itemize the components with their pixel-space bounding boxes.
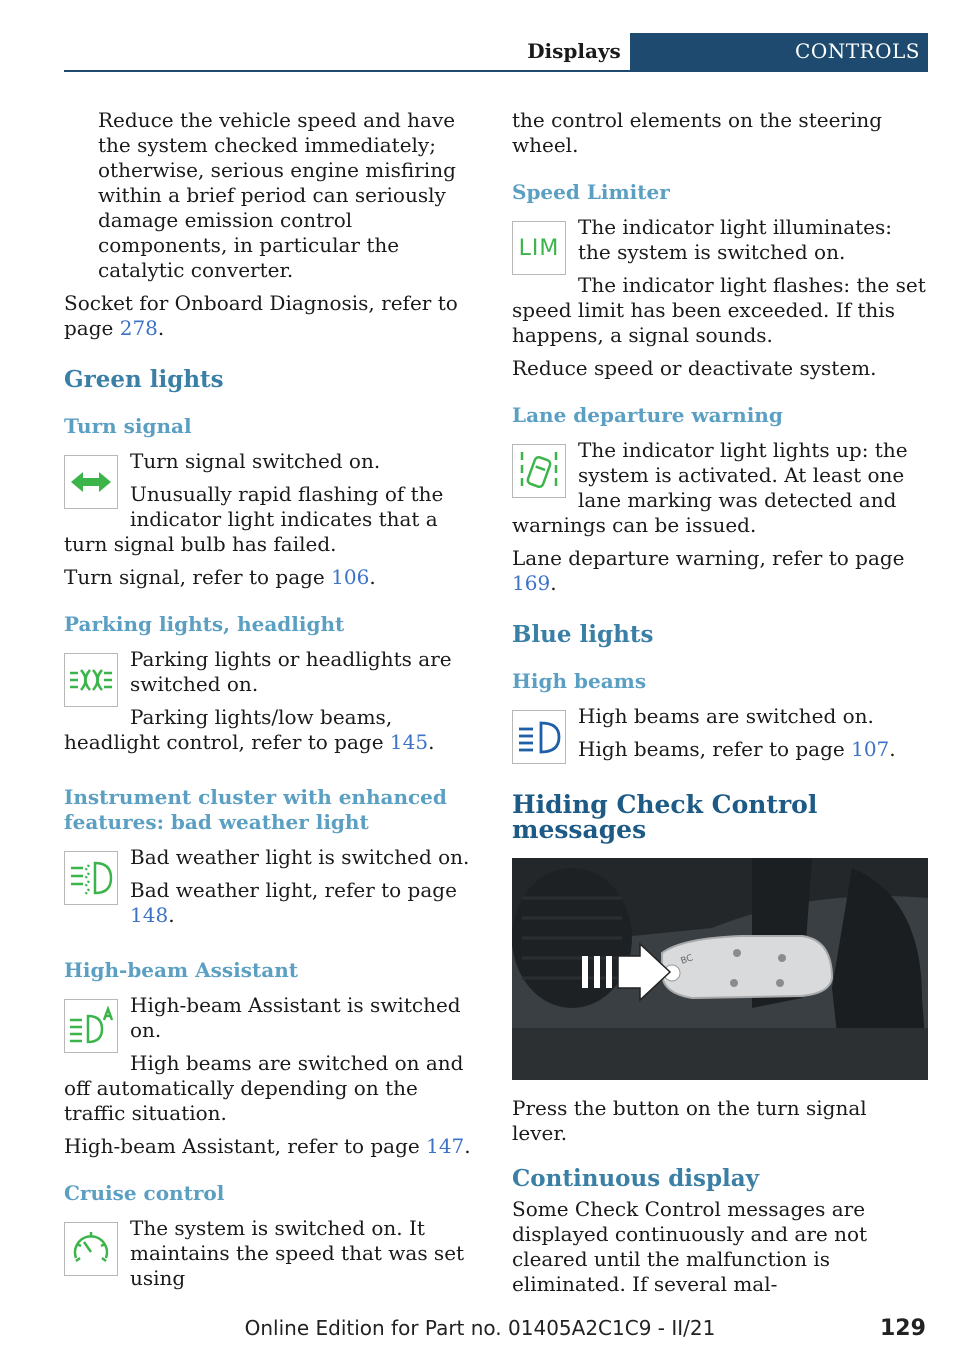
parking-lights-line1: Parking lights or headlights are switched on. — [130, 647, 452, 696]
high-beams-block — [512, 704, 928, 770]
turn-signal-block — [64, 449, 480, 565]
cruise-control-line1: The system is switched on. It maintains the speed that was set using — [130, 1216, 465, 1290]
press-button-paragraph: Press the button on the turn signal lever. — [512, 1096, 867, 1145]
lane-departure-car-icon — [512, 444, 566, 498]
turn-signal-lever-photo — [512, 858, 928, 1080]
cruise-control-block — [64, 1216, 480, 1299]
bad-weather-ref-text: Bad weather light, refer to page — [130, 878, 457, 902]
high-beam-assistant-icon — [64, 999, 118, 1053]
high-beam-assistant-line2: High beams are switched on and off automatically depending on the traffic situation. — [64, 1051, 464, 1125]
obd-page-link[interactable]: 278 — [119, 316, 158, 340]
speed-limiter-heading: Speed Limiter — [512, 180, 670, 204]
continued-paragraph: the control elements on the steering wheel. — [512, 108, 883, 157]
green-lights-heading: Green lights — [64, 366, 224, 393]
left-column — [64, 108, 480, 1299]
high-beams-heading: High beams — [512, 669, 647, 693]
obd-paragraph: Socket for Onboard Diagnosis, refer to page 278. — [64, 291, 458, 340]
parking-lights-page-link[interactable]: 145 — [389, 730, 429, 754]
svg-text:BC: BC — [679, 953, 695, 967]
speed-limiter-line2: The indicator light flashes: the set speed limit has been exceeded. If this happens, a signal sounds. — [512, 273, 926, 347]
parking-lights-block — [64, 647, 480, 763]
parking-lights-ref-text: Parking lights/low beams, headlight control, refer to page — [64, 705, 393, 754]
continuous-display-paragraph: Some Check Control messages are displayed continuously and are not cleared until the malfunction is eliminated. If several mal- — [512, 1197, 868, 1296]
turn-signal-page-link[interactable]: 106 — [331, 565, 370, 589]
blue-lights-heading: Blue lights — [512, 621, 654, 648]
page-number: 129 — [880, 1316, 926, 1341]
speed-limiter-block — [512, 215, 928, 356]
header-section-title: Displays — [527, 39, 621, 63]
lane-departure-block — [512, 438, 928, 546]
bad-weather-page-link[interactable]: 148 — [130, 903, 169, 927]
turn-signal-heading: Turn signal — [64, 414, 192, 438]
cruise-control-heading: Cruise control — [64, 1181, 225, 1205]
high-beam-assistant-ref-text: High-beam Assistant, refer to page — [64, 1134, 420, 1158]
speed-limiter-lim-icon — [512, 221, 566, 275]
header-rule — [64, 70, 928, 72]
lane-departure-page-link[interactable]: 169 — [512, 571, 551, 595]
bad-weather-line1: Bad weather light is switched on. — [130, 845, 470, 869]
cruise-control-speedometer-icon — [64, 1222, 118, 1276]
bad-weather-block — [64, 845, 480, 936]
lane-departure-line1: The indicator light lights up: the system is activated. At least one lane marking was detected and warnings can be issued. — [512, 438, 908, 537]
bad-weather-light-icon — [64, 851, 118, 905]
obd-text: Socket for Onboard Diagnosis, refer to page — [64, 291, 458, 340]
high-beams-line1: High beams are switched on. — [578, 704, 874, 728]
footer-edition: Online Edition for Part no. 01405A2C1C9 - II/21 — [244, 1316, 716, 1340]
high-beams-ref-text: High beams, refer to page — [578, 737, 845, 761]
parking-lights-heading: Parking lights, headlight — [64, 612, 345, 636]
turn-signal-ref-text: Turn signal, refer to page — [64, 565, 325, 589]
speed-limiter-line1: The indicator light illuminates: the system is switched on. — [578, 215, 892, 264]
bad-weather-ref: Bad weather light, refer to page 148. — [130, 878, 457, 927]
lane-departure-heading: Lane departure warning — [512, 403, 783, 427]
high-beam-assistant-heading: High-beam Assistant — [64, 958, 298, 982]
turn-signal-line2: Unusually rapid flashing of the indicator light indicates that a turn signal bulb has failed. — [64, 482, 444, 556]
continuous-display-heading: Continuous display — [512, 1165, 760, 1192]
turn-signal-ref: Turn signal, refer to page 106. — [64, 565, 376, 589]
high-beams-ref: High beams, refer to page 107. — [578, 737, 896, 761]
speed-limiter-line3: Reduce speed or deactivate system. — [512, 356, 877, 380]
high-beam-assistant-page-link[interactable]: 147 — [426, 1134, 465, 1158]
right-column — [512, 108, 928, 1305]
intro-paragraph: Reduce the vehicle speed and have the system checked immediately; otherwise, serious engine misfiring within a brief period can seriously damage emission control components, in particular the catalytic converter. — [98, 108, 456, 282]
high-beam-assistant-block — [64, 993, 480, 1134]
high-beams-page-link[interactable]: 107 — [851, 737, 890, 761]
bad-weather-heading: Instrument cluster with enhanced features: bad weather light — [64, 785, 447, 834]
parking-lights-icon — [64, 653, 118, 707]
lane-departure-ref-text: Lane departure warning, refer to page — [512, 546, 905, 570]
parking-lights-line2: Parking lights/low beams, headlight control, refer to page 145. — [64, 705, 435, 754]
high-beam-assistant-ref: High-beam Assistant, refer to page 147. — [64, 1134, 471, 1158]
lane-departure-ref: Lane departure warning, refer to page 169. — [512, 546, 905, 595]
speed-limiter-icon-text: LIM — [518, 235, 560, 261]
hiding-check-control-heading: Hiding Check Control messages — [512, 790, 818, 844]
high-beam-assistant-line1: High-beam Assistant is switched on. — [130, 993, 461, 1042]
header-chapter-tab: CONTROLS — [630, 33, 928, 70]
turn-signal-line1: Turn signal switched on. — [130, 449, 381, 473]
high-beams-icon — [512, 710, 566, 764]
turn-signal-arrows-icon — [64, 455, 118, 509]
